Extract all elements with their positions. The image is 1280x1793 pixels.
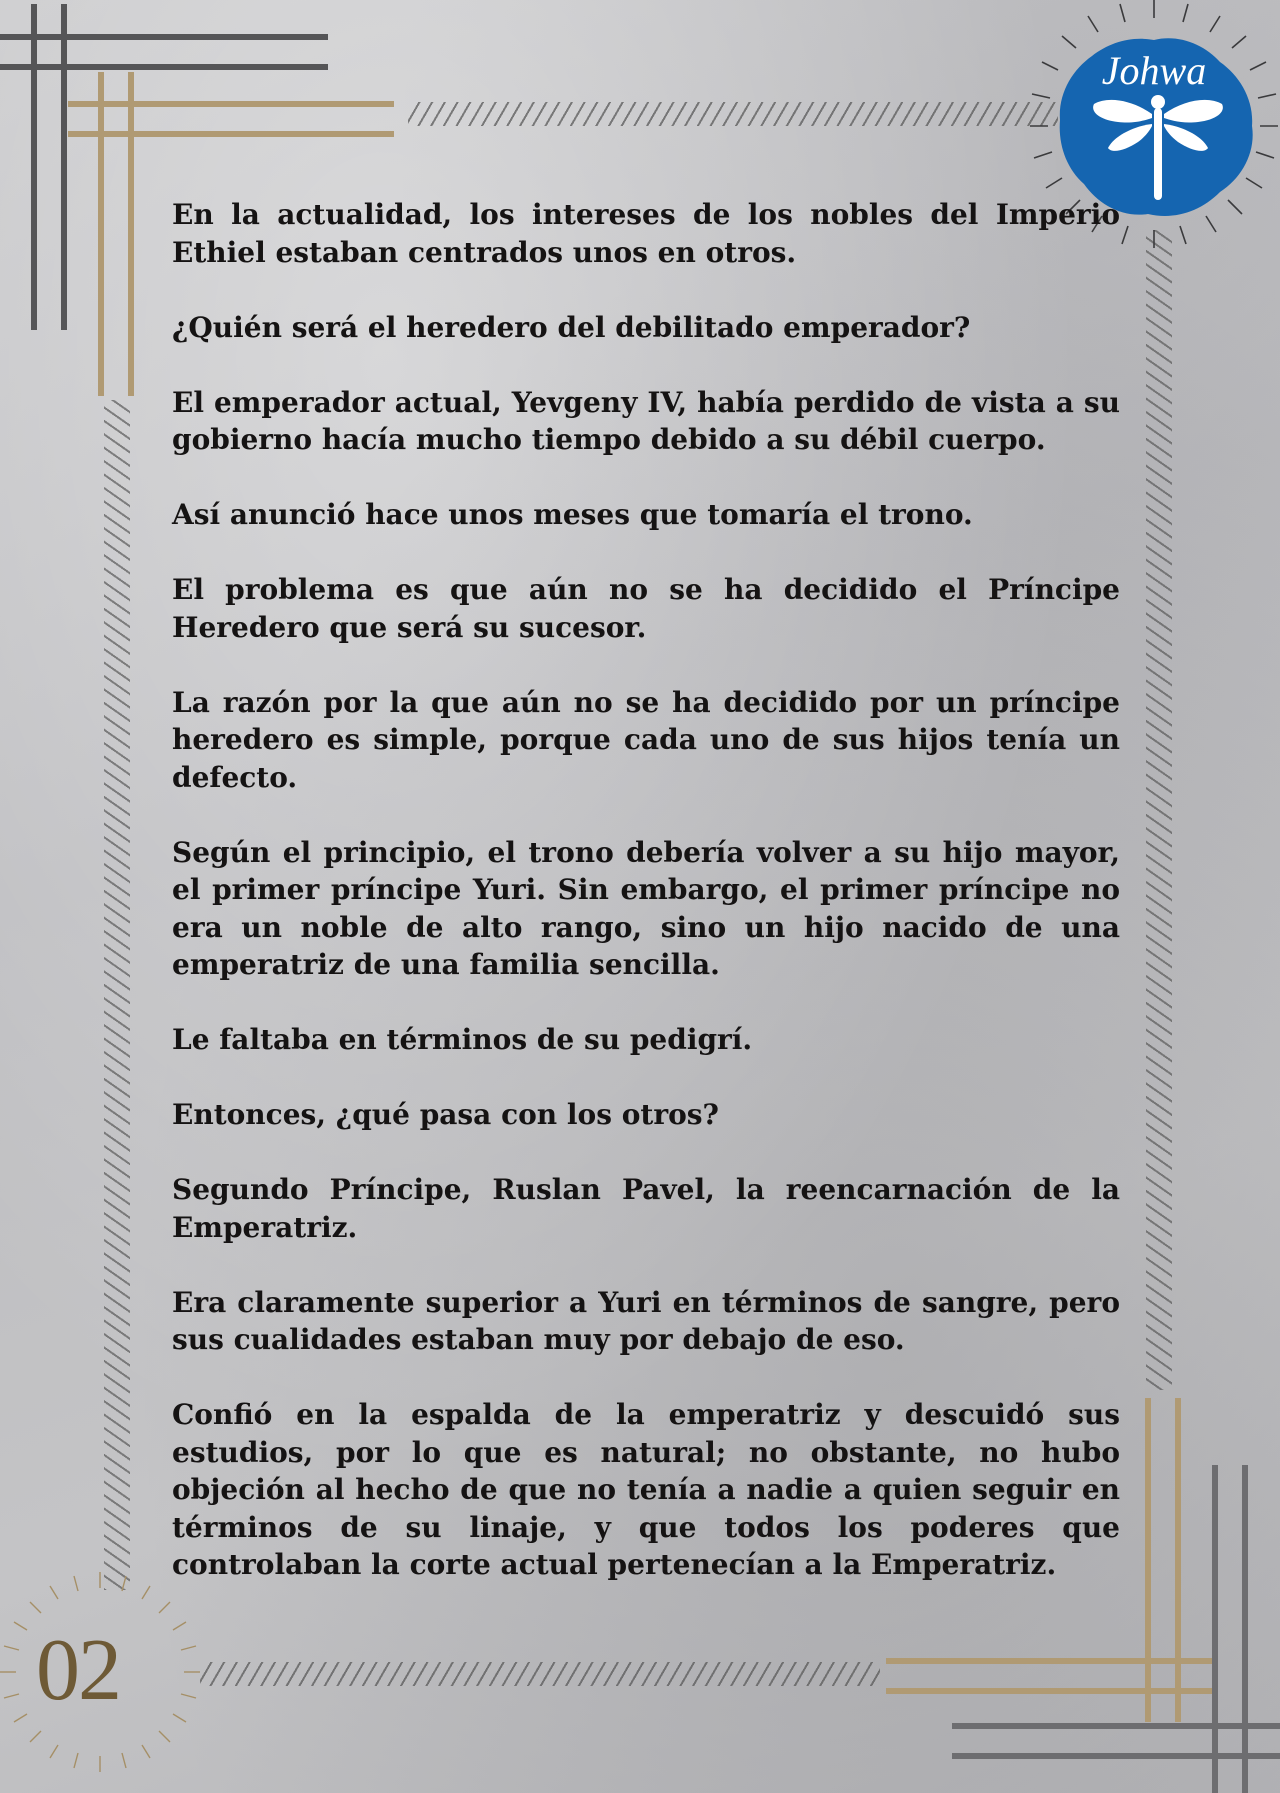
hatch-border-bottom bbox=[200, 1662, 880, 1686]
hatch-border-left bbox=[104, 400, 130, 1590]
paragraph: Entonces, ¿qué pasa con los otros? bbox=[172, 1098, 719, 1131]
paragraph: Segundo Príncipe, Ruslan Pavel, la reencarnación de la Emperatriz. bbox=[172, 1173, 1120, 1244]
corner-bar-gray bbox=[952, 1723, 1280, 1729]
corner-bar-gold bbox=[886, 1658, 1212, 1664]
corner-bar-gold bbox=[68, 101, 394, 107]
corner-bar-gold bbox=[1175, 1398, 1181, 1722]
corner-bar-gray bbox=[952, 1753, 1280, 1759]
corner-bar-gold bbox=[68, 131, 394, 137]
paragraph: Era claramente superior a Yuri en términos de sangre, pero sus cualidades estaban muy por debajo de eso. bbox=[172, 1285, 1120, 1356]
hatch-border-right bbox=[1146, 230, 1172, 1390]
corner-bar-gold bbox=[886, 1688, 1212, 1694]
paragraph: Según el principio, el trono debería volver a su hijo mayor, el primer príncipe Yuri. Sin embargo, el primer príncipe no era un noble de alto rango, sino un hijo nacido de una emperatriz de una familia sencilla. bbox=[172, 835, 1120, 981]
corner-bar-gray bbox=[61, 4, 67, 330]
paragraph: Así anunció hace unos meses que tomaría el trono. bbox=[172, 498, 973, 531]
hatch-border-top bbox=[408, 102, 1058, 126]
corner-bar-gray bbox=[0, 34, 328, 40]
paragraph: En la actualidad, los intereses de los nobles del Imperio Ethiel estaban centrados unos en otros. bbox=[172, 198, 1120, 269]
paragraph: El emperador actual, Yevgeny IV, había perdido de vista a su gobierno hacía mucho tiempo debido a su débil cuerpo. bbox=[172, 385, 1120, 456]
paragraph: Le faltaba en términos de su pedigrí. bbox=[172, 1023, 753, 1056]
corner-bar-gray bbox=[31, 4, 37, 330]
paragraph: Confió en la espalda de la emperatriz y descuidó sus estudios, por lo que es natural; no obstante, no hubo objeción al hecho de que no tenía a nadie a quien seguir en términos de su linaje, y que todos los poderes que controlaban la corte actual pertenecían a la Emperatriz. bbox=[172, 1398, 1120, 1581]
corner-bar-gray bbox=[0, 64, 328, 70]
document-body bbox=[172, 196, 1120, 1621]
corner-bar-gray bbox=[1242, 1465, 1248, 1793]
corner-bar-gold bbox=[98, 72, 104, 396]
corner-bar-gold bbox=[1145, 1398, 1151, 1722]
paragraph: El problema es que aún no se ha decidido el Príncipe Heredero que será su sucesor. bbox=[172, 573, 1120, 644]
corner-bar-gold bbox=[128, 72, 134, 396]
page-number: 02 bbox=[36, 1622, 120, 1719]
logo-text: Johwa bbox=[1101, 48, 1207, 93]
corner-bar-gray bbox=[1212, 1465, 1218, 1793]
paragraph: La razón por la que aún no se ha decidido por un príncipe heredero es simple, porque cada uno de sus hijos tenía un defecto. bbox=[172, 685, 1120, 794]
paragraph: ¿Quién será el heredero del debilitado emperador? bbox=[172, 310, 971, 344]
